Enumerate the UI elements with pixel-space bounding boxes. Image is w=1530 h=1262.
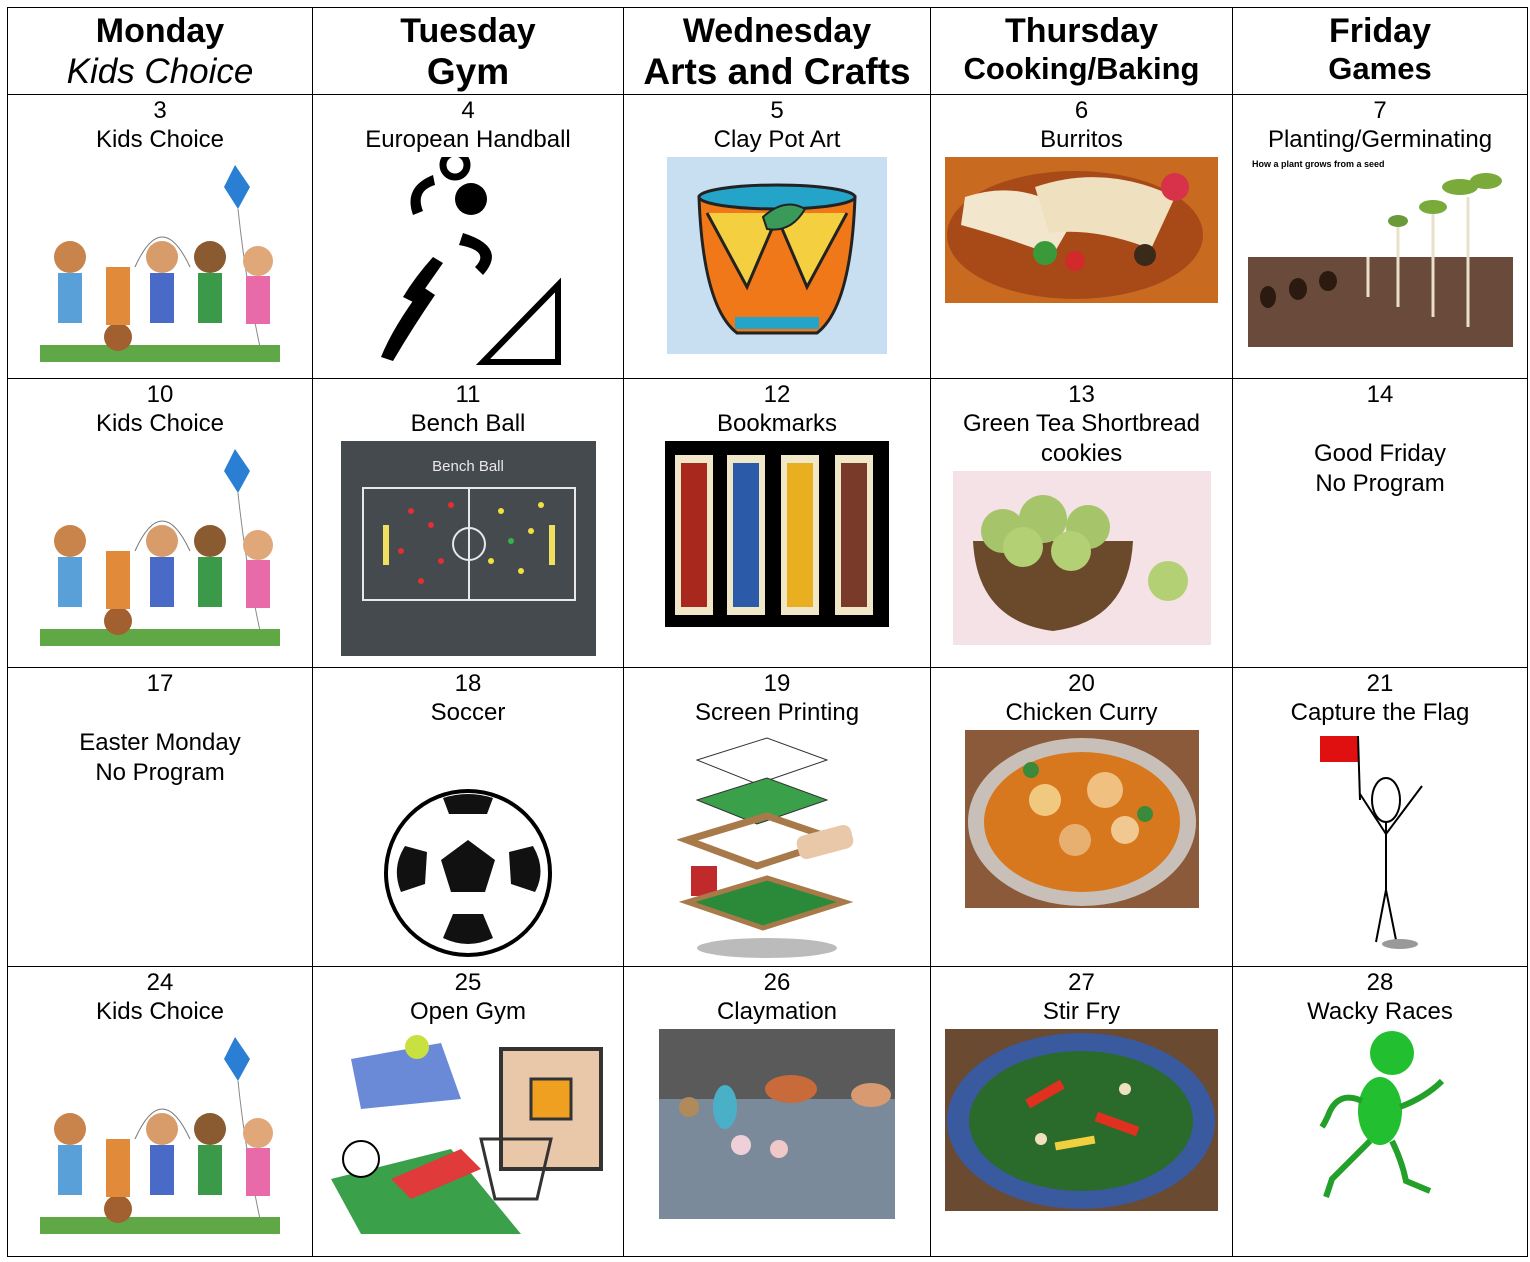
day-theme: Cooking/Baking — [963, 51, 1200, 86]
day-number: 3 — [153, 97, 167, 124]
sports-collage-icon — [331, 1029, 606, 1234]
header-thursday — [931, 8, 1233, 95]
day-number: 26 — [763, 969, 791, 996]
week-row — [8, 95, 1528, 379]
day-cell — [313, 379, 624, 668]
activity-title: Kids Choice — [95, 126, 225, 153]
activity-title: Bookmarks — [716, 410, 838, 437]
activity-title: Chicken Curry — [1005, 699, 1158, 726]
day-name: Wednesday — [682, 12, 872, 50]
bookmarks-icon — [665, 441, 889, 627]
curry-bowl-icon — [965, 730, 1199, 908]
activity-title: Green Tea Shortbread cookies — [962, 410, 1201, 467]
plant-caption: How a plant grows from a seed — [1251, 159, 1385, 169]
day-number: 7 — [1373, 97, 1387, 124]
day-theme: Kids Choice — [66, 52, 254, 91]
day-number: 10 — [146, 381, 174, 408]
week-row — [8, 967, 1528, 1257]
day-cell — [931, 379, 1233, 668]
day-cell — [313, 95, 624, 379]
activity-title: Open Gym — [409, 998, 527, 1025]
day-cell — [931, 95, 1233, 379]
clay-pot-icon — [667, 157, 887, 354]
handball-pictogram-icon — [363, 157, 573, 367]
screen-printing-diagram-icon — [677, 730, 877, 958]
day-number: 28 — [1366, 969, 1394, 996]
activity-title: Burritos — [1040, 126, 1123, 153]
header-row — [8, 8, 1528, 95]
day-number: 12 — [763, 381, 791, 408]
claymation-figures-icon — [659, 1029, 895, 1219]
day-number: 6 — [1074, 97, 1089, 124]
day-cell — [8, 967, 313, 1257]
no-program-note: Easter Monday No Program — [79, 729, 241, 786]
activity-title: Claymation — [716, 998, 838, 1025]
day-cell — [1233, 668, 1528, 967]
plant-growth-icon — [1248, 157, 1513, 347]
day-number: 17 — [146, 670, 174, 697]
day-cell — [931, 967, 1233, 1257]
day-number: 20 — [1068, 670, 1095, 697]
header-friday — [1233, 8, 1528, 95]
activity-title: Soccer — [430, 699, 506, 726]
day-cell — [8, 668, 313, 967]
day-cell — [1233, 379, 1528, 668]
activity-title: Stir Fry — [1042, 998, 1121, 1025]
stick-figure-flag-icon — [1310, 730, 1450, 952]
day-theme: Gym — [426, 51, 510, 92]
activity-title: Screen Printing — [694, 699, 860, 726]
activity-title: Kids Choice — [95, 998, 225, 1025]
kids-playing-icon — [40, 441, 280, 646]
day-number: 14 — [1366, 381, 1394, 408]
day-number: 21 — [1366, 670, 1394, 697]
day-cell — [1233, 967, 1528, 1257]
day-name: Friday — [1328, 12, 1432, 50]
stir-fry-icon — [945, 1029, 1218, 1211]
activity-title: Capture the Flag — [1290, 699, 1470, 726]
day-number: 24 — [146, 969, 174, 996]
day-number: 18 — [454, 670, 482, 697]
day-cell — [1233, 95, 1528, 379]
activity-title: Planting/Germinating — [1267, 126, 1493, 153]
day-number: 13 — [1068, 381, 1095, 408]
activity-title: European Handball — [365, 126, 571, 153]
day-theme: Games — [1328, 51, 1432, 86]
activity-title: Bench Ball — [410, 410, 526, 437]
court-caption: Bench Ball — [431, 458, 504, 475]
day-cell — [624, 967, 931, 1257]
day-name: Monday — [95, 12, 225, 50]
activity-title: Clay Pot Art — [713, 126, 841, 153]
bench-ball-court-icon — [341, 441, 596, 656]
day-cell — [313, 967, 624, 1257]
header-monday — [8, 8, 313, 95]
day-number: 11 — [455, 381, 481, 408]
day-cell — [8, 95, 313, 379]
header-wednesday — [624, 8, 931, 95]
no-program-note: Good Friday No Program — [1313, 440, 1447, 497]
day-number: 4 — [461, 97, 475, 124]
day-cell — [313, 668, 624, 967]
day-cell — [931, 668, 1233, 967]
day-cell — [624, 668, 931, 967]
day-cell — [624, 95, 931, 379]
day-name: Tuesday — [400, 12, 536, 50]
week-row — [8, 379, 1528, 668]
day-number: 27 — [1068, 969, 1095, 996]
burritos-icon — [945, 157, 1218, 303]
day-number: 19 — [763, 670, 791, 697]
day-cell — [8, 379, 313, 668]
day-name: Thursday — [1004, 12, 1159, 50]
kids-playing-icon — [40, 157, 280, 362]
day-cell — [624, 379, 931, 668]
day-number: 25 — [454, 969, 482, 996]
header-tuesday — [313, 8, 624, 95]
activity-title: Kids Choice — [95, 410, 225, 437]
week-row — [8, 668, 1528, 967]
running-figure-icon — [1310, 1031, 1450, 1206]
soccer-ball-icon — [383, 788, 553, 958]
calendar-table — [7, 7, 1528, 1257]
day-theme: Arts and Crafts — [643, 51, 911, 92]
cookies-bowl-icon — [953, 471, 1211, 645]
day-number: 5 — [770, 97, 784, 124]
kids-playing-icon — [40, 1029, 280, 1234]
activity-title: Wacky Races — [1307, 998, 1453, 1025]
